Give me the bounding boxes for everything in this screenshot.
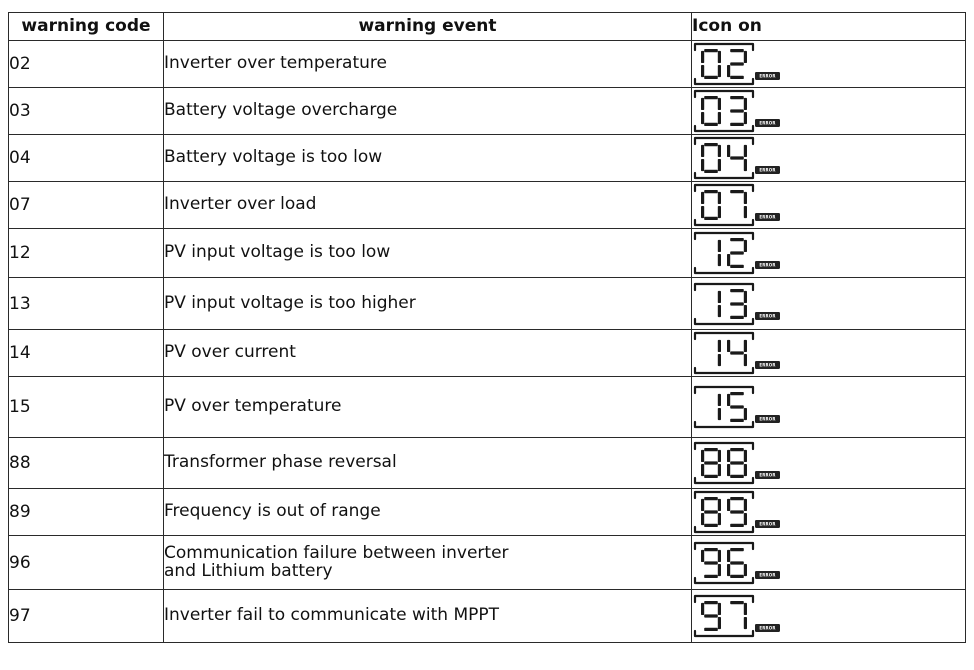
table-body — [9, 41, 966, 643]
warning-event-cell: Inverter fail to communicate with MPPT — [164, 590, 692, 643]
svg-text:ERROR: ERROR — [759, 362, 776, 368]
lcd-icon-cell — [692, 41, 966, 88]
warning-code-cell: 88 — [9, 438, 164, 489]
warning-event-cell: Transformer phase reversal — [164, 438, 692, 489]
svg-text:ERROR: ERROR — [759, 572, 776, 578]
table-row — [9, 590, 966, 643]
header-warning-event: warning event — [164, 13, 692, 41]
lcd-icon-cell — [692, 438, 966, 489]
lcd-icon-cell — [692, 590, 966, 643]
error-code-lcd-icon — [692, 593, 784, 639]
warning-event-cell: PV input voltage is too low — [164, 229, 692, 278]
warning-code-cell: 89 — [9, 489, 164, 536]
svg-text:ERROR: ERROR — [759, 167, 776, 173]
svg-text:ERROR: ERROR — [759, 521, 776, 527]
error-code-lcd-icon — [692, 540, 784, 586]
lcd-icon-cell — [692, 377, 966, 438]
lcd-icon-cell — [692, 135, 966, 182]
svg-text:ERROR: ERROR — [759, 262, 776, 268]
warning-code-cell: 02 — [9, 41, 164, 88]
error-code-lcd-icon — [692, 440, 784, 486]
warning-event-cell: PV over current — [164, 330, 692, 377]
error-code-lcd-icon — [692, 330, 784, 376]
lcd-icon-cell — [692, 278, 966, 330]
table-row — [9, 182, 966, 229]
warning-event-cell: Battery voltage is too low — [164, 135, 692, 182]
svg-text:ERROR: ERROR — [759, 472, 776, 478]
error-code-lcd-icon — [692, 384, 784, 430]
warning-code-cell: 07 — [9, 182, 164, 229]
header-icon-on: Icon on — [692, 13, 966, 41]
warning-code-cell: 04 — [9, 135, 164, 182]
warning-code-cell: 14 — [9, 330, 164, 377]
warning-event-cell: Battery voltage overcharge — [164, 88, 692, 135]
lcd-icon-cell — [692, 330, 966, 377]
table-row — [9, 330, 966, 377]
table-row — [9, 489, 966, 536]
table-row — [9, 278, 966, 330]
warning-code-cell: 13 — [9, 278, 164, 330]
table-row — [9, 438, 966, 489]
table-row — [9, 135, 966, 182]
lcd-icon-cell — [692, 489, 966, 536]
lcd-icon-cell — [692, 536, 966, 590]
error-code-lcd-icon — [692, 182, 784, 228]
table-row — [9, 41, 966, 88]
svg-text:ERROR: ERROR — [759, 73, 776, 79]
error-code-lcd-icon — [692, 88, 784, 134]
lcd-icon-cell — [692, 182, 966, 229]
svg-text:ERROR: ERROR — [759, 625, 776, 631]
error-code-lcd-icon — [692, 135, 784, 181]
warning-code-cell: 12 — [9, 229, 164, 278]
table-row — [9, 229, 966, 278]
lcd-icon-cell — [692, 229, 966, 278]
warning-code-cell: 03 — [9, 88, 164, 135]
warning-event-cell: Frequency is out of range — [164, 489, 692, 536]
svg-text:ERROR: ERROR — [759, 120, 776, 126]
error-code-lcd-icon — [692, 489, 784, 535]
warning-event-cell: Communication failure between inverter and Lithium battery — [164, 536, 692, 590]
warning-event-cell: Inverter over load — [164, 182, 692, 229]
warning-event-cell: Inverter over temperature — [164, 41, 692, 88]
table-row — [9, 377, 966, 438]
header-warning-code: warning code — [9, 13, 164, 41]
svg-text:ERROR: ERROR — [759, 214, 776, 220]
svg-text:ERROR: ERROR — [759, 313, 776, 319]
warning-code-cell: 15 — [9, 377, 164, 438]
svg-text:ERROR: ERROR — [759, 416, 776, 422]
warning-event-cell: PV over temperature — [164, 377, 692, 438]
warning-event-cell: PV input voltage is too higher — [164, 278, 692, 330]
lcd-icon-cell — [692, 88, 966, 135]
table-row — [9, 88, 966, 135]
table-header-row — [9, 13, 966, 41]
error-code-lcd-icon — [692, 281, 784, 327]
table-row — [9, 536, 966, 590]
warning-code-cell: 97 — [9, 590, 164, 643]
error-code-lcd-icon — [692, 230, 784, 276]
warning-code-table — [8, 12, 966, 643]
warning-code-cell: 96 — [9, 536, 164, 590]
error-code-lcd-icon — [692, 41, 784, 87]
